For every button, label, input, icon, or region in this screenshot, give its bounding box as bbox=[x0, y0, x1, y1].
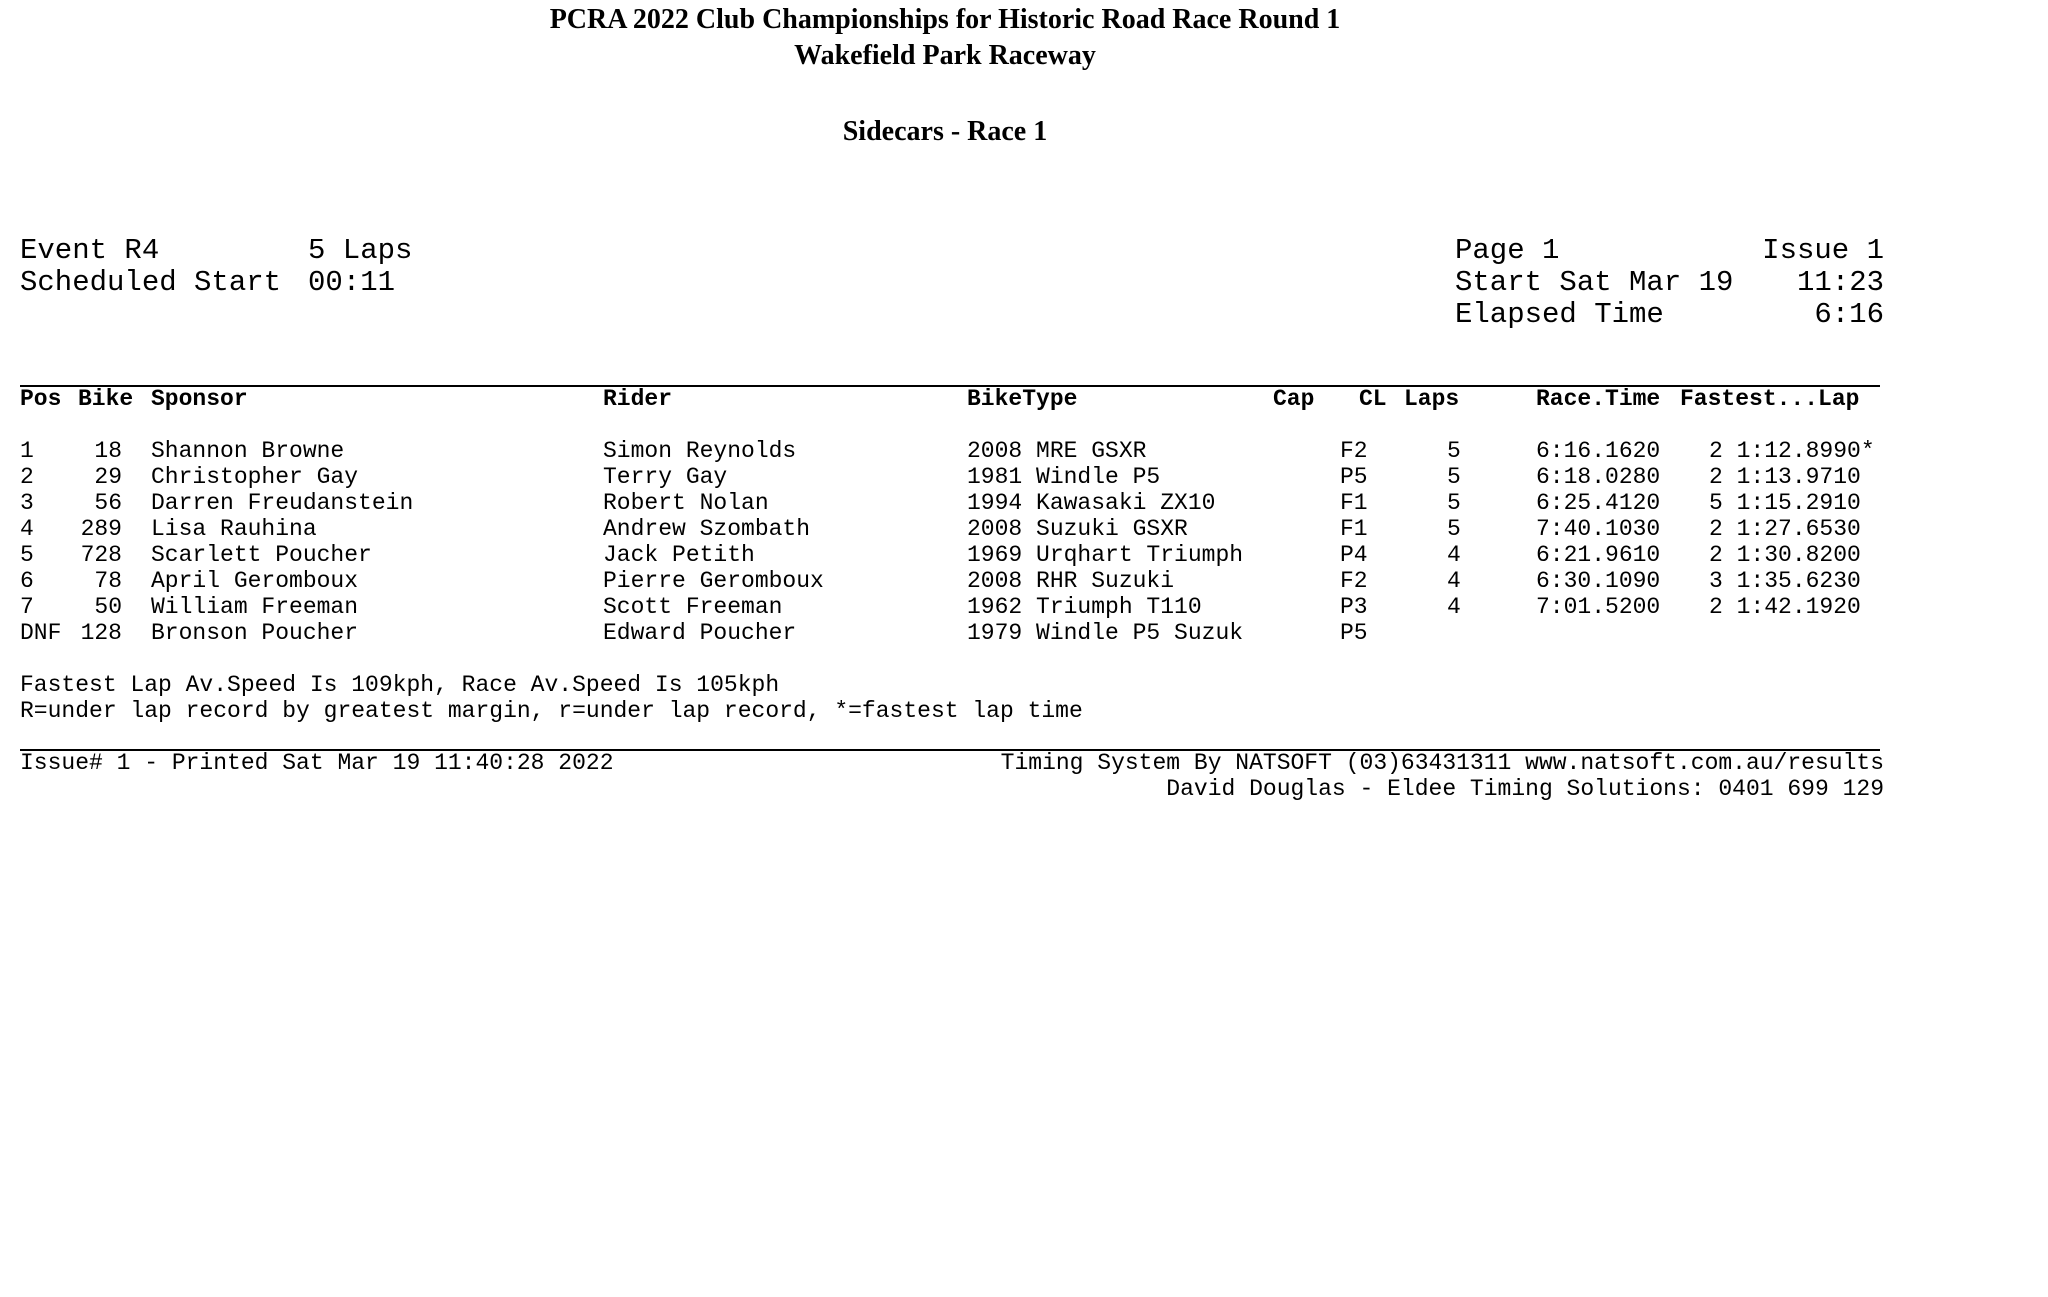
row-fastest-lap: 5 1:15.2910 bbox=[1709, 490, 1861, 516]
venue-title: Wakefield Park Raceway bbox=[794, 40, 1096, 71]
row-sponsor: Shannon Browne bbox=[151, 438, 345, 464]
row-class: F1 bbox=[1340, 516, 1368, 542]
row-sponsor: Lisa Rauhina bbox=[151, 516, 317, 542]
row-laps: 5 bbox=[1447, 464, 1461, 490]
col-biketype: BikeType bbox=[967, 386, 1078, 412]
row-rider: Andrew Szombath bbox=[603, 516, 811, 542]
row-pos: 2 bbox=[20, 464, 34, 490]
row-laps: 4 bbox=[1447, 542, 1461, 568]
row-race-time: 7:01.5200 bbox=[1536, 594, 1661, 620]
col-cap: Cap bbox=[1273, 386, 1315, 412]
row-sponsor: William Freeman bbox=[151, 594, 359, 620]
issue-printed: Issue# 1 - Printed Sat Mar 19 11:40:28 2022 bbox=[20, 750, 614, 776]
row-race-time: 6:25.4120 bbox=[1536, 490, 1661, 516]
row-class: P3 bbox=[1340, 594, 1368, 620]
row-pos: DNF bbox=[20, 620, 62, 646]
row-sponsor: Christopher Gay bbox=[151, 464, 359, 490]
row-class: F2 bbox=[1340, 438, 1368, 464]
elapsed-time: 6:16 bbox=[1814, 298, 1884, 331]
row-class: P5 bbox=[1340, 620, 1368, 646]
col-bike: Bike bbox=[78, 386, 134, 412]
timing-contact: David Douglas - Eldee Timing Solutions: 0401 699 129 bbox=[1166, 776, 1884, 802]
row-biketype: 1962 Triumph T110 bbox=[967, 594, 1202, 620]
row-race-time: 6:16.1620 bbox=[1536, 438, 1661, 464]
row-pos: 7 bbox=[20, 594, 34, 620]
row-fastest-lap: 2 1:42.1920 bbox=[1709, 594, 1861, 620]
row-rider: Scott Freeman bbox=[603, 594, 783, 620]
row-biketype: 1994 Kawasaki ZX10 bbox=[967, 490, 1216, 516]
row-laps: 5 bbox=[1447, 516, 1461, 542]
legend-note: R=under lap record by greatest margin, r=under lap record, *=fastest lap time bbox=[20, 698, 1083, 724]
row-race-time: 6:30.1090 bbox=[1536, 568, 1661, 594]
col-pos: Pos bbox=[20, 386, 62, 412]
row-class: P5 bbox=[1340, 464, 1368, 490]
row-biketype: 1969 Urqhart Triumph bbox=[967, 542, 1244, 568]
row-bike: 78 bbox=[94, 568, 122, 594]
row-pos: 3 bbox=[20, 490, 34, 516]
row-sponsor: Bronson Poucher bbox=[151, 620, 359, 646]
issue-number: Issue 1 bbox=[1762, 234, 1884, 267]
row-laps: 4 bbox=[1447, 594, 1461, 620]
event-laps: 5 Laps bbox=[308, 234, 413, 267]
row-laps: 4 bbox=[1447, 568, 1461, 594]
row-pos: 1 bbox=[20, 438, 34, 464]
row-fastest-lap: 2 1:12.8990* bbox=[1709, 438, 1875, 464]
race-title: Sidecars - Race 1 bbox=[842, 116, 1048, 147]
row-biketype: 2008 MRE GSXR bbox=[967, 438, 1147, 464]
row-sponsor: Scarlett Poucher bbox=[151, 542, 372, 568]
col-laps: Laps bbox=[1404, 386, 1460, 412]
row-class: P4 bbox=[1340, 542, 1368, 568]
col-fastest-lap: Fastest...Lap bbox=[1680, 386, 1860, 412]
row-rider: Pierre Geromboux bbox=[603, 568, 824, 594]
row-race-time: 6:18.0280 bbox=[1536, 464, 1661, 490]
row-rider: Robert Nolan bbox=[603, 490, 769, 516]
row-rider: Jack Petith bbox=[603, 542, 755, 568]
row-bike: 728 bbox=[80, 542, 122, 568]
row-pos: 6 bbox=[20, 568, 34, 594]
row-biketype: 2008 RHR Suzuki bbox=[967, 568, 1175, 594]
elapsed-label: Elapsed Time bbox=[1455, 298, 1664, 331]
row-fastest-lap: 3 1:35.6230 bbox=[1709, 568, 1861, 594]
row-fastest-lap: 2 1:13.9710 bbox=[1709, 464, 1861, 490]
row-laps: 5 bbox=[1447, 438, 1461, 464]
col-sponsor: Sponsor bbox=[151, 386, 248, 412]
row-fastest-lap: 2 1:30.8200 bbox=[1709, 542, 1861, 568]
page-title: PCRA 2022 Club Championships for Historic Road Race Round 1 bbox=[549, 4, 1341, 35]
start-label: Start Sat Mar 19 bbox=[1455, 266, 1734, 299]
page-number: Page 1 bbox=[1455, 234, 1560, 267]
row-biketype: 1981 Windle P5 bbox=[967, 464, 1161, 490]
row-bike: 56 bbox=[94, 490, 122, 516]
row-race-time: 7:40.1030 bbox=[1536, 516, 1661, 542]
row-rider: Edward Poucher bbox=[603, 620, 797, 646]
row-bike: 50 bbox=[94, 594, 122, 620]
row-biketype: 2008 Suzuki GSXR bbox=[967, 516, 1188, 542]
speed-note: Fastest Lap Av.Speed Is 109kph, Race Av.Speed Is 105kph bbox=[20, 672, 780, 698]
col-cl: CL bbox=[1359, 386, 1387, 412]
row-class: F1 bbox=[1340, 490, 1368, 516]
row-laps: 5 bbox=[1447, 490, 1461, 516]
scheduled-start-label: Scheduled Start bbox=[20, 266, 282, 299]
row-bike: 29 bbox=[94, 464, 122, 490]
timing-system-credit: Timing System By NATSOFT (03)63431311 www.natsoft.com.au/results bbox=[1000, 750, 1884, 776]
event-label: Event R4 bbox=[20, 234, 160, 267]
row-pos: 5 bbox=[20, 542, 34, 568]
row-bike: 289 bbox=[80, 516, 122, 542]
row-rider: Terry Gay bbox=[603, 464, 728, 490]
row-sponsor: Darren Freudanstein bbox=[151, 490, 414, 516]
row-class: F2 bbox=[1340, 568, 1368, 594]
scheduled-start-time: 00:11 bbox=[308, 266, 396, 299]
col-rider: Rider bbox=[603, 386, 673, 412]
row-biketype: 1979 Windle P5 Suzuk bbox=[967, 620, 1244, 646]
row-race-time: 6:21.9610 bbox=[1536, 542, 1661, 568]
col-race-time: Race.Time bbox=[1536, 386, 1661, 412]
row-rider: Simon Reynolds bbox=[603, 438, 797, 464]
row-fastest-lap: 2 1:27.6530 bbox=[1709, 516, 1861, 542]
row-sponsor: April Geromboux bbox=[151, 568, 359, 594]
start-time: 11:23 bbox=[1796, 266, 1884, 299]
row-pos: 4 bbox=[20, 516, 34, 542]
row-bike: 18 bbox=[94, 438, 122, 464]
row-bike: 128 bbox=[80, 620, 122, 646]
